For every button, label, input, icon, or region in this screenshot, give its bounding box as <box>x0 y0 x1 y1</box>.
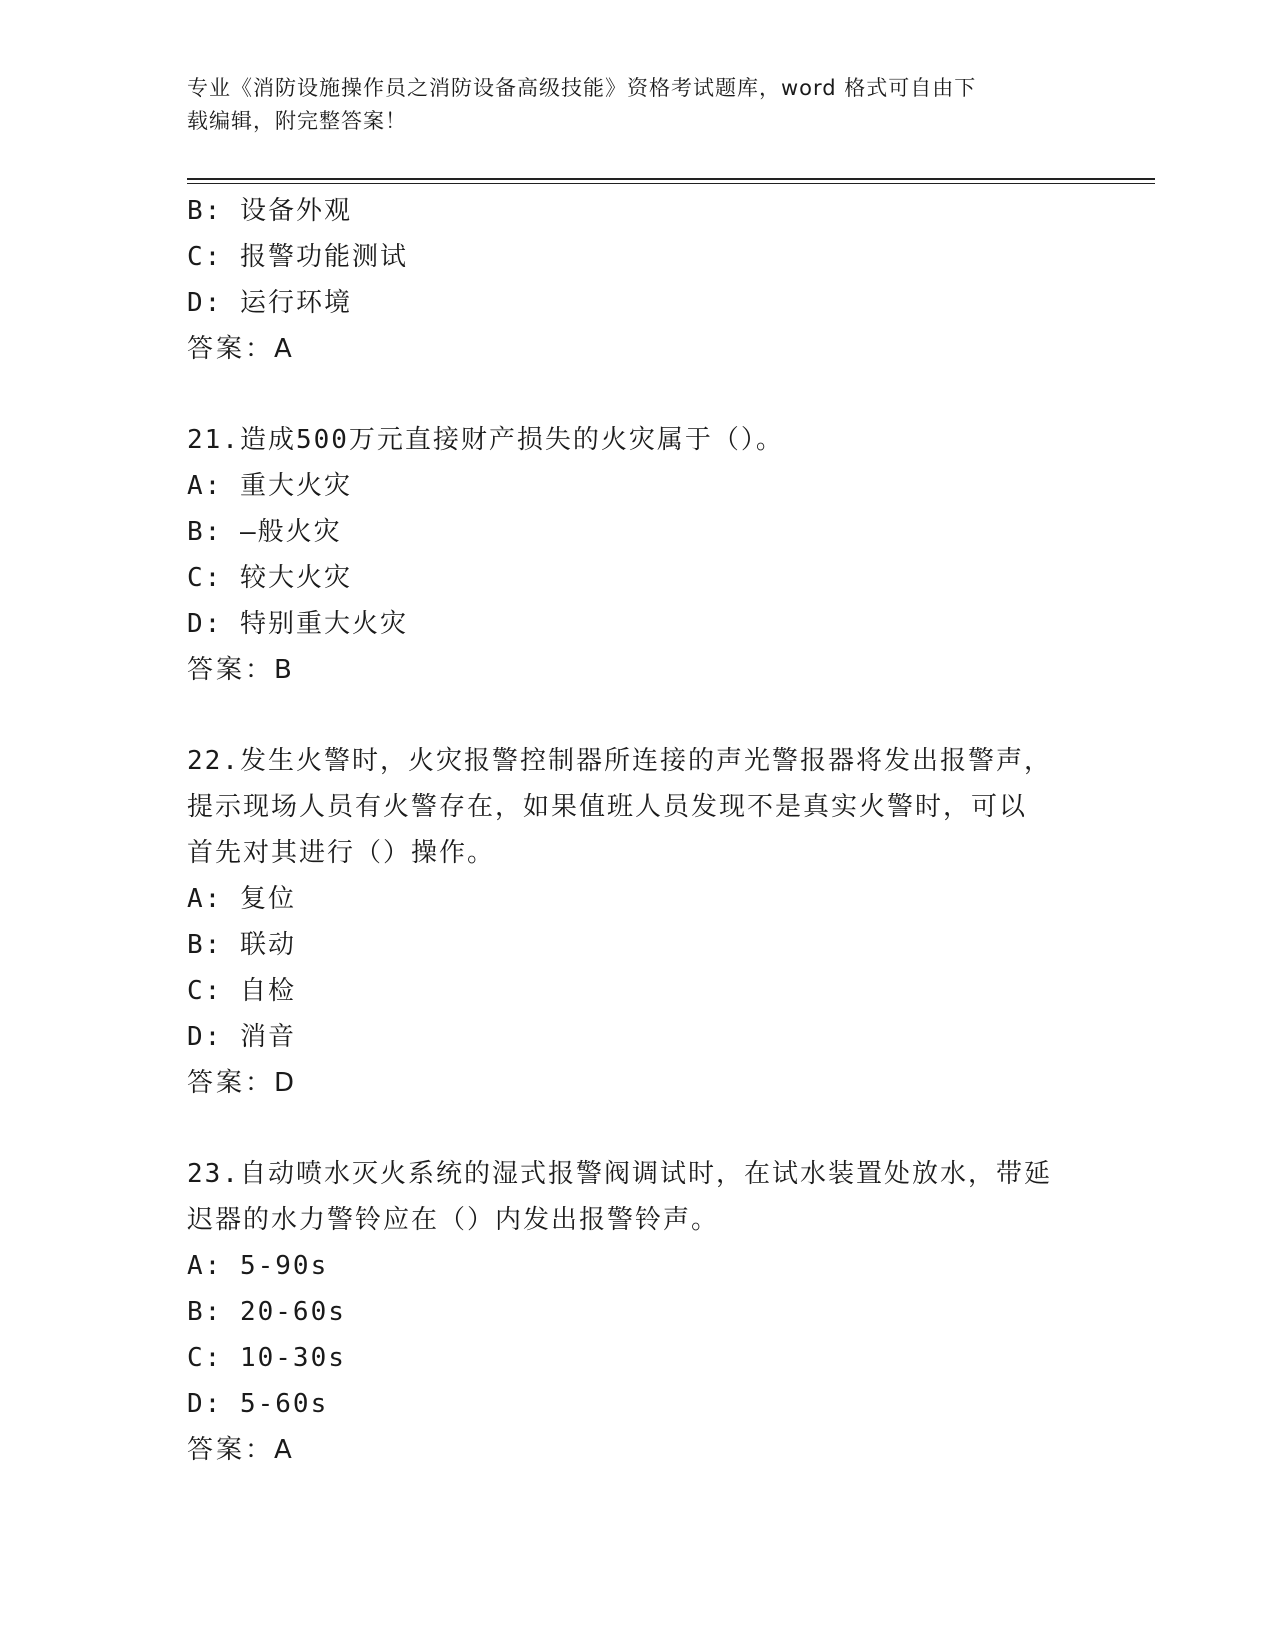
option-b: B: 设备外观 <box>187 196 352 226</box>
header-line-2: 载编辑，附完整答案！ <box>187 109 407 133</box>
header-line-1: 专业《消防设施操作员之消防设备高级技能》资格考试题库，word 格式可自由下 <box>187 76 977 100</box>
document-header <box>187 72 1067 138</box>
option-c: C: 报警功能测试 <box>187 242 408 272</box>
option-c: C: 自检 <box>187 976 296 1006</box>
answer-line: 答案：D <box>187 1068 298 1098</box>
question-block-20 <box>187 188 1087 372</box>
option-b: B: 联动 <box>187 930 296 960</box>
option-b: B: —般火灾 <box>187 517 342 547</box>
question-block-22 <box>187 738 1087 1106</box>
option-c: C: 较大火灾 <box>187 563 352 593</box>
option-a: A: 5-90s <box>187 1251 329 1281</box>
option-a: A: 重大火灾 <box>187 471 352 501</box>
question-text-line-2: 提示现场人员有火警存在，如果值班人员发现不是真实火警时，可以 <box>187 792 1028 822</box>
question-block-23 <box>187 1151 1087 1473</box>
question-text: 21.造成500万元直接财产损失的火灾属于（）。 <box>187 425 784 455</box>
option-a: A: 复位 <box>187 884 296 914</box>
answer-line: 答案：A <box>187 334 295 364</box>
option-c: C: 10-30s <box>187 1343 346 1373</box>
option-b: B: 20-60s <box>187 1297 346 1327</box>
option-d: D: 消音 <box>187 1022 296 1052</box>
option-d: D: 5-60s <box>187 1389 329 1419</box>
answer-line: 答案：B <box>187 655 295 685</box>
header-rule-thin <box>187 183 1155 184</box>
header-rule-thick <box>187 178 1155 180</box>
question-text-line-1: 23.自动喷水灭火系统的湿式报警阀调试时，在试水装置处放水，带延 <box>187 1159 1052 1189</box>
option-d: D: 特别重大火灾 <box>187 609 408 639</box>
question-text-line-3: 首先对其进行（）操作。 <box>187 838 496 868</box>
question-block-21 <box>187 417 1087 693</box>
question-text-line-2: 迟器的水力警铃应在（）内发出报警铃声。 <box>187 1205 720 1235</box>
question-content <box>187 188 1087 1473</box>
option-d: D: 运行环境 <box>187 288 352 318</box>
answer-line: 答案：A <box>187 1435 295 1465</box>
question-text-line-1: 22.发生火警时，火灾报警控制器所连接的声光警报器将发出报警声， <box>187 746 1052 776</box>
